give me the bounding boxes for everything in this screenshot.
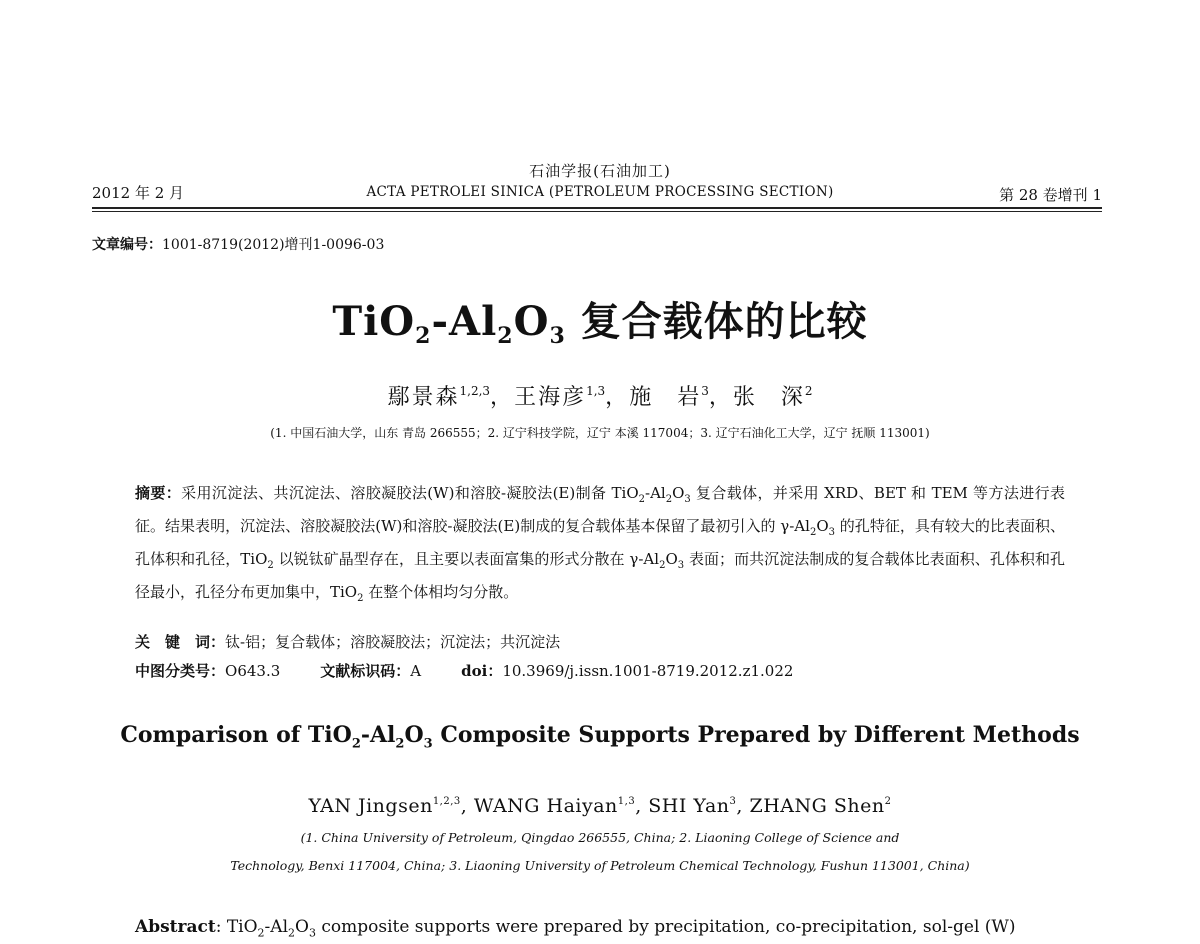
classification-row bbox=[135, 660, 793, 681]
page-title-cn: $TiO_2-Al_2O_3$ 复合载体的比较 bbox=[332, 298, 868, 349]
abstract-cn: 摘要：采用沉淀法、共沉淀法、溶胶凝胶法(W)和溶胶-凝胶法(E)制备 $TiO_2-Al_2O_3$ 复合载体，并采用 XRD、BET 和 TEM 等方法进行表征。结果表明，沉淀法、溶胶凝胶法(W)和溶胶-凝胶法(E)制成的复合载体基本保留了最初引入的 $\gamma-Al_2O_3$ 的孔特征，具有较大的比表面积、孔体积和孔径，TiO$_2$ 以锐钛矿晶型存在，且主要以表面富集的形式分散在 $\gamma-Al_2O_3$ 表面；而共沉淀法制成的复合载体比表面积、孔体积和孔径最小，孔径分布更加集中，TiO$_2$ 在整个体相均匀分散。 bbox=[135, 484, 1065, 604]
authors-en: YAN Jingsen$^{1,2,3}$, WANG Haiyan$^{1,3}$, SHI Yan$^3$, ZHANG Shen$^2$ bbox=[308, 795, 892, 817]
affiliations-cn: (1. 中国石油大学，山东 青岛 266555；2. 辽宁科技学院，辽宁 本溪 117004；3. 辽宁石油化工大学，辽宁 抚顺 113001) bbox=[270, 426, 930, 440]
author-name: YAN Jingsen bbox=[308, 795, 433, 817]
journal-title-cn: 石油学报(石油加工) bbox=[529, 162, 671, 180]
author-name: SHI Yan bbox=[648, 795, 730, 817]
doc-code-label: 文献标识码： bbox=[320, 662, 411, 680]
journal-title-en: ACTA PETROLEI SINICA (PETROLEUM PROCESSING SECTION) bbox=[366, 184, 834, 200]
article-number bbox=[92, 234, 384, 254]
header-rule-thin bbox=[92, 211, 1102, 212]
author-name: 王海彦 bbox=[514, 385, 587, 410]
affiliations-en-line2: Technology, Benxi 117004, China; 3. Liaoning University of Petroleum Chemical Technology, Fushun 113001, China) bbox=[230, 858, 970, 873]
abstract-label-cn: 摘要： bbox=[135, 484, 182, 502]
doi-label: doi： bbox=[461, 662, 503, 680]
abstract-en: Abstract: $TiO_2-Al_2O_3$ composite supports were prepared by precipitation, co-precipitation, sol-gel (W) bbox=[135, 917, 1016, 940]
article-number-label: 文章编号： bbox=[92, 237, 162, 253]
header-rule-thick bbox=[92, 207, 1102, 209]
clc-label: 中图分类号： bbox=[135, 662, 226, 680]
author-name: 施 岩 bbox=[629, 385, 702, 410]
article-number-value: 1001-8719(2012)增刊1-0096-03 bbox=[162, 237, 385, 253]
affiliations-en-line1: (1. China University of Petroleum, Qingdao 266555, China; 2. Liaoning College of Science and bbox=[300, 830, 900, 845]
clc-value: O643.3 bbox=[225, 662, 281, 680]
doi-value: 10.3969/j.issn.1001-8719.2012.z1.022 bbox=[502, 662, 794, 680]
keywords-cn bbox=[135, 631, 560, 652]
author-name: ZHANG Shen bbox=[749, 795, 885, 817]
volume-issue: 第 28 卷增刊 1 bbox=[999, 186, 1102, 204]
keywords-value: 钛-铝；复合载体；溶胶凝胶法；沉淀法；共沉淀法 bbox=[225, 633, 561, 651]
doc-code-value: A bbox=[410, 662, 422, 680]
author-name: 张 深 bbox=[732, 385, 805, 410]
page-title-en: Comparison of $TiO_2-Al_2O_3$ Composite Supports Prepared by Different Methods bbox=[120, 722, 1080, 752]
author-name: 鄢景森 bbox=[387, 385, 460, 410]
issue-date: 2012 年 2 月 bbox=[92, 184, 185, 202]
abstract-label-en: Abstract bbox=[135, 917, 216, 937]
authors-cn: 鄢景森$^{1,2,3}$，王海彦$^{1,3}$，施 岩$^3$，张 深$^2$ bbox=[387, 384, 813, 410]
author-name: WANG Haiyan bbox=[473, 795, 618, 817]
keywords-label: 关 键 词： bbox=[135, 633, 226, 651]
